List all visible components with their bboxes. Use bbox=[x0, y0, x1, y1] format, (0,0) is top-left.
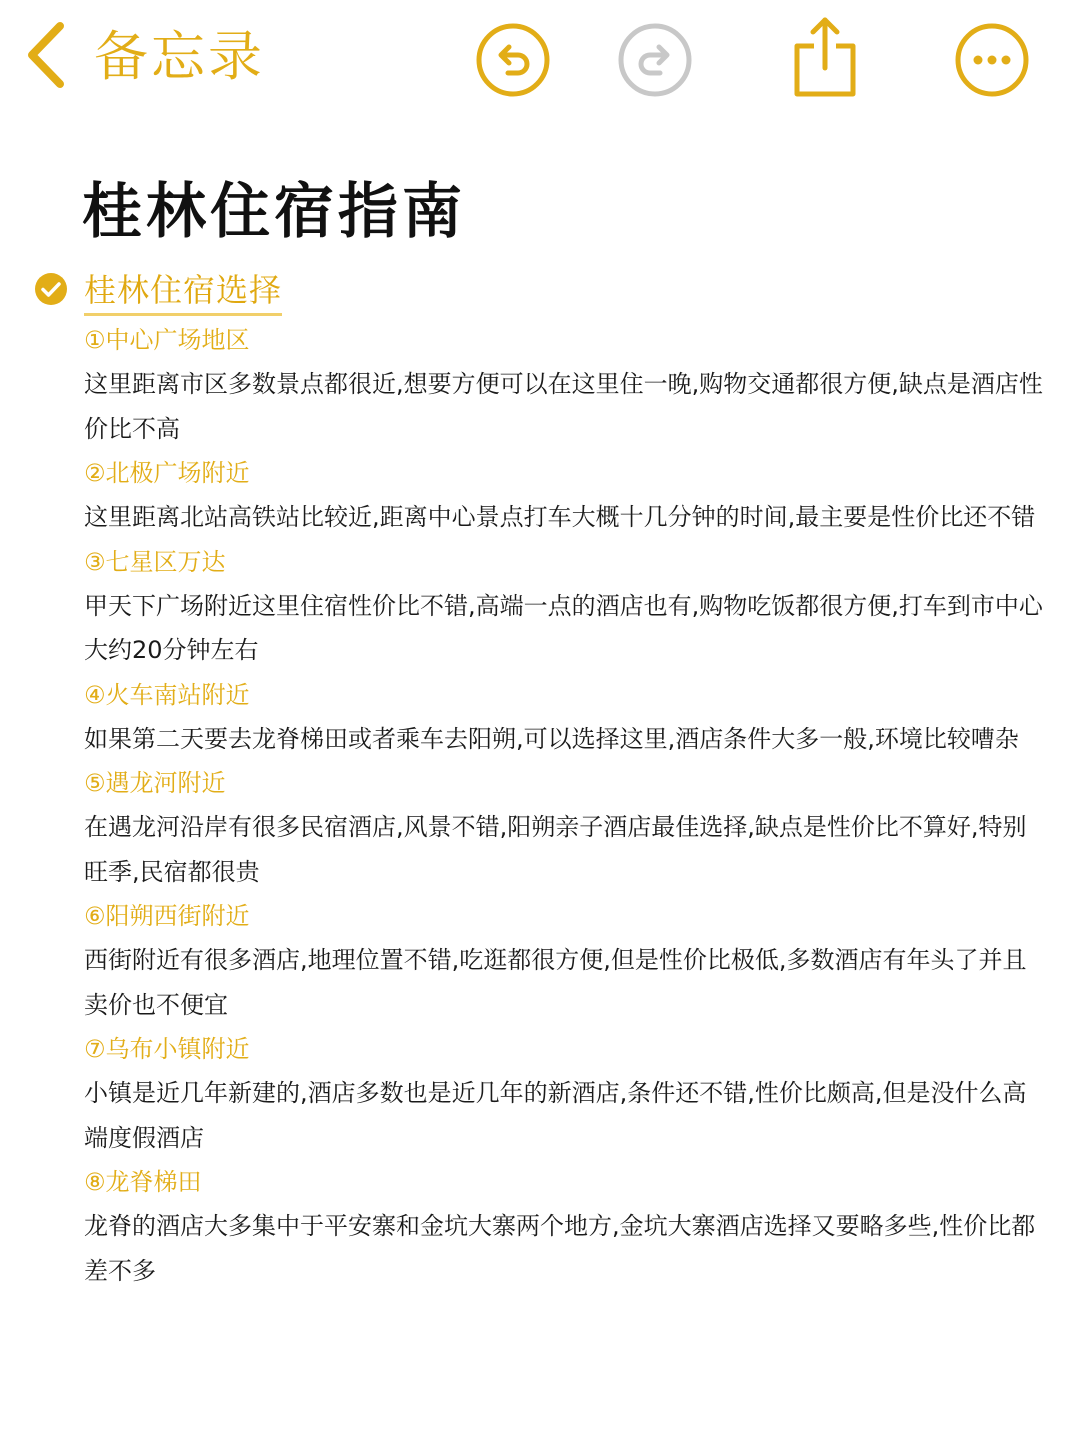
item-text: 如果第二天要去龙脊梯田或者乘车去阳朔,可以选择这里,酒店条件大多一般,环境比较嘈杂 bbox=[84, 724, 1019, 753]
item-text: 这里距离市区多数景点都很近,想要方便可以在这里住一晚,购物交通都很方便,缺点是酒店性价比不高 bbox=[84, 370, 1043, 443]
item-text: 小镇是近几年新建的,酒店多数也是近几年的新酒店,条件还不错,性价比颇高,但是没什么高端度假酒店 bbox=[84, 1079, 1027, 1152]
undo-button[interactable] bbox=[475, 22, 551, 98]
back-button[interactable] bbox=[22, 22, 265, 92]
back-label: 备忘录 bbox=[94, 25, 265, 88]
item-heading: ⑤遇龙河附近 bbox=[84, 769, 226, 797]
item-heading: ①中心广场地区 bbox=[84, 326, 250, 354]
item-text: 甲天下广场附近这里住宿性价比不错,高端一点的酒店也有,购物吃饭都很方便,打车到市中心大约20分钟左右 bbox=[84, 591, 1043, 664]
note-body[interactable] bbox=[84, 318, 1044, 1293]
more-button[interactable] bbox=[954, 22, 1030, 98]
note-title: 桂林住宿指南 bbox=[82, 177, 466, 247]
item-text: 龙脊的酒店大多集中于平安寨和金坑大寨两个地方,金坑大寨酒店选择又要略多些,性价比都差不多 bbox=[84, 1212, 1036, 1285]
item-text: 在遇龙河沿岸有很多民宿酒店,风景不错,阳朔亲子酒店最佳选择,缺点是性价比不算好,特别旺季,民宿都很贵 bbox=[84, 813, 1027, 886]
share-icon bbox=[787, 14, 863, 98]
redo-icon bbox=[617, 22, 693, 98]
item-text: 这里距离北站高铁站比较近,距离中心景点打车大概十几分钟的时间,最主要是性价比还不错 bbox=[84, 503, 1036, 531]
item-heading: ②北极广场附近 bbox=[84, 459, 250, 487]
item-heading: ④火车南站附近 bbox=[84, 680, 250, 709]
item-heading: ③七星区万达 bbox=[84, 547, 226, 576]
item-heading: ⑥阳朔西街附近 bbox=[84, 902, 250, 930]
toolbar bbox=[0, 0, 1080, 120]
item-heading: ⑦乌布小镇附近 bbox=[84, 1035, 250, 1063]
section-title: 桂林住宿选择 bbox=[84, 267, 282, 316]
more-icon bbox=[954, 22, 1030, 98]
item-text: 西街附近有很多酒店,地理位置不错,吃逛都很方便,但是性价比极低,多数酒店有年头了并且卖价也不便宜 bbox=[84, 946, 1027, 1019]
section-header bbox=[34, 266, 282, 316]
item-heading: ⑧龙脊梯田 bbox=[84, 1168, 202, 1196]
redo-button[interactable] bbox=[617, 22, 693, 98]
undo-icon bbox=[475, 22, 551, 98]
share-button[interactable] bbox=[787, 14, 863, 98]
chevron-left-icon bbox=[22, 20, 68, 94]
checkmark-circle-icon[interactable] bbox=[34, 272, 68, 310]
